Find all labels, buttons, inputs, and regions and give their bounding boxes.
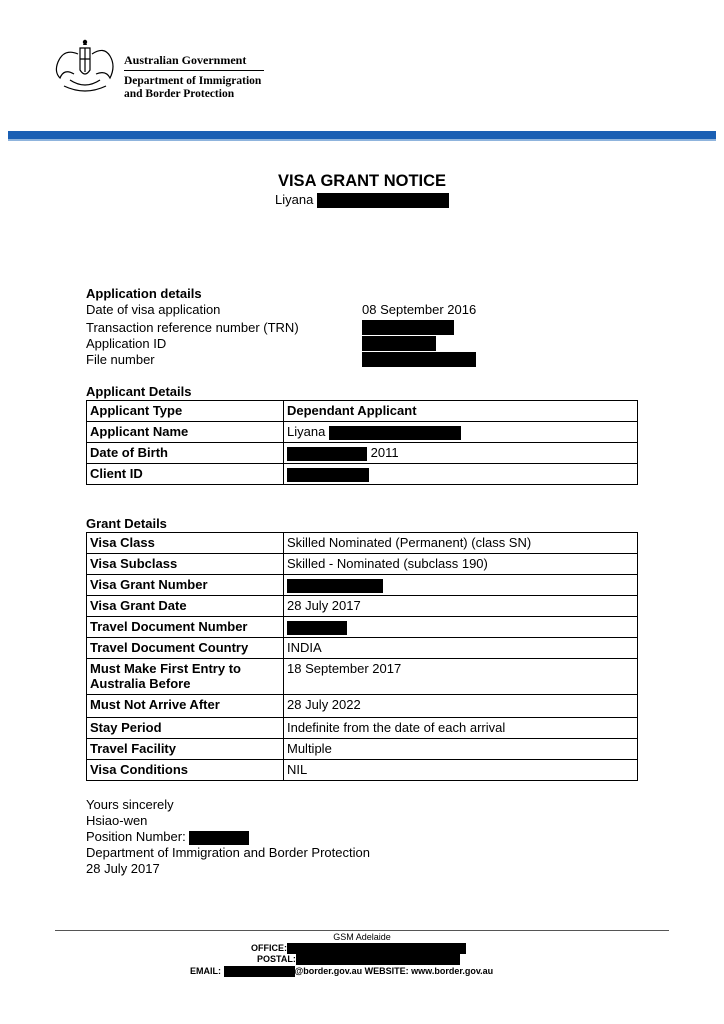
- table-row: [87, 464, 638, 485]
- recipient-first-name: Liyana: [275, 192, 314, 207]
- applicant-surname-redaction: [329, 426, 461, 440]
- dob-redaction: [287, 447, 367, 461]
- signer-name: Hsiao-wen: [86, 813, 148, 828]
- footer-office-name: GSM Adelaide: [333, 932, 391, 942]
- table-row: [87, 554, 638, 575]
- position-number-redaction: [189, 831, 249, 845]
- application-id-label: Application ID: [86, 336, 167, 351]
- footer-postal-redaction: [296, 954, 460, 965]
- file-number-label: File number: [86, 352, 155, 367]
- must-not-arrive-after-value: 28 July 2022: [284, 695, 638, 718]
- travel-document-number-key: Travel Document Number: [87, 617, 284, 638]
- table-row: [87, 695, 638, 718]
- first-entry-key: Must Make First Entry to Australia Before: [87, 659, 284, 695]
- table-row: [87, 575, 638, 596]
- table-row: [87, 596, 638, 617]
- table-row: [87, 718, 638, 739]
- client-id-key: Client ID: [87, 464, 284, 485]
- grant-details-heading: Grant Details: [86, 516, 167, 531]
- table-row: [87, 422, 638, 443]
- trn-label: Transaction reference number (TRN): [86, 320, 299, 335]
- travel-document-number-redaction: [287, 621, 347, 635]
- visa-conditions-value: NIL: [284, 760, 638, 781]
- travel-facility-key: Travel Facility: [87, 739, 284, 760]
- visa-grant-number-redaction: [287, 579, 383, 593]
- date-of-birth-key: Date of Birth: [87, 443, 284, 464]
- header-divider: [124, 70, 264, 71]
- visa-grant-date-key: Visa Grant Date: [87, 596, 284, 617]
- footer-postal-label: POSTAL:: [257, 954, 296, 964]
- visa-conditions-key: Visa Conditions: [87, 760, 284, 781]
- department-name-line1: Department of Immigration: [124, 75, 262, 87]
- travel-document-country-key: Travel Document Country: [87, 638, 284, 659]
- application-id-redaction: [362, 336, 436, 351]
- visa-class-key: Visa Class: [87, 533, 284, 554]
- table-row: [87, 659, 638, 695]
- table-row: [87, 617, 638, 638]
- footer-email-redaction: [224, 966, 295, 977]
- footer-email-domain[interactable]: @border.gov.au: [294, 966, 363, 976]
- footer-office-line: [251, 943, 466, 954]
- footer-website-link[interactable]: www.border.gov.au: [411, 966, 494, 976]
- client-id-cell: [284, 464, 638, 485]
- coat-of-arms-logo: [50, 38, 120, 98]
- stay-period-key: Stay Period: [87, 718, 284, 739]
- travel-document-country-value: INDIA: [284, 638, 638, 659]
- header-banner-bar: [8, 131, 716, 141]
- grant-details-table: [86, 532, 638, 781]
- footer-email-label: EMAIL:: [190, 966, 221, 976]
- date-of-application-label: Date of visa application: [86, 302, 221, 317]
- visa-subclass-key: Visa Subclass: [87, 554, 284, 575]
- visa-subclass-value: Skilled - Nominated (subclass 190): [284, 554, 638, 575]
- footer-divider: [55, 930, 669, 931]
- recipient-name: [0, 192, 724, 208]
- trn-redaction: [362, 320, 454, 335]
- visa-class-value: Skilled Nominated (Permanent) (class SN): [284, 533, 638, 554]
- visa-grant-number-key: Visa Grant Number: [87, 575, 284, 596]
- applicant-details-heading: Applicant Details: [86, 384, 192, 399]
- travel-facility-value: Multiple: [284, 739, 638, 760]
- position-number-line: [86, 829, 249, 845]
- footer-office-redaction: [287, 943, 466, 954]
- first-entry-value: 18 September 2017: [284, 659, 638, 695]
- footer-website-label: WEBSITE:: [364, 966, 409, 976]
- table-row: [87, 533, 638, 554]
- visa-grant-number-cell: [284, 575, 638, 596]
- applicant-name-cell: [284, 422, 638, 443]
- footer-postal-line: [257, 954, 460, 965]
- closing-line: Yours sincerely: [86, 797, 174, 812]
- footer-contact-line: [190, 966, 493, 977]
- table-row: [87, 739, 638, 760]
- department-name-line2: and Border Protection: [124, 88, 235, 100]
- date-of-birth-year: 2011: [370, 445, 399, 460]
- date-of-application-value: 08 September 2016: [362, 302, 477, 317]
- applicant-details-table: [86, 400, 638, 485]
- signoff-department: Department of Immigration and Border Protection: [86, 845, 370, 860]
- applicant-name-key: Applicant Name: [87, 422, 284, 443]
- footer-office-label: OFFICE:: [251, 943, 287, 953]
- stay-period-value: Indefinite from the date of each arrival: [284, 718, 638, 739]
- applicant-type-value: Dependant Applicant: [284, 401, 638, 422]
- date-of-birth-cell: [284, 443, 638, 464]
- application-details-heading: Application details: [86, 286, 202, 301]
- government-name: Australian Government: [124, 53, 247, 67]
- document-title: VISA GRANT NOTICE: [277, 172, 447, 190]
- file-number-redaction: [362, 352, 476, 367]
- must-not-arrive-after-key: Must Not Arrive After: [87, 695, 284, 718]
- table-row: [87, 401, 638, 422]
- travel-document-number-cell: [284, 617, 638, 638]
- client-id-redaction: [287, 468, 369, 482]
- position-number-label: Position Number:: [86, 829, 186, 844]
- table-row: [87, 638, 638, 659]
- visa-grant-date-value: 28 July 2017: [284, 596, 638, 617]
- signoff-date: 28 July 2017: [86, 861, 160, 876]
- table-row: [87, 443, 638, 464]
- redaction-block: [317, 193, 449, 208]
- applicant-type-key: Applicant Type: [87, 401, 284, 422]
- table-row: [87, 760, 638, 781]
- applicant-name-value: Liyana: [287, 424, 326, 439]
